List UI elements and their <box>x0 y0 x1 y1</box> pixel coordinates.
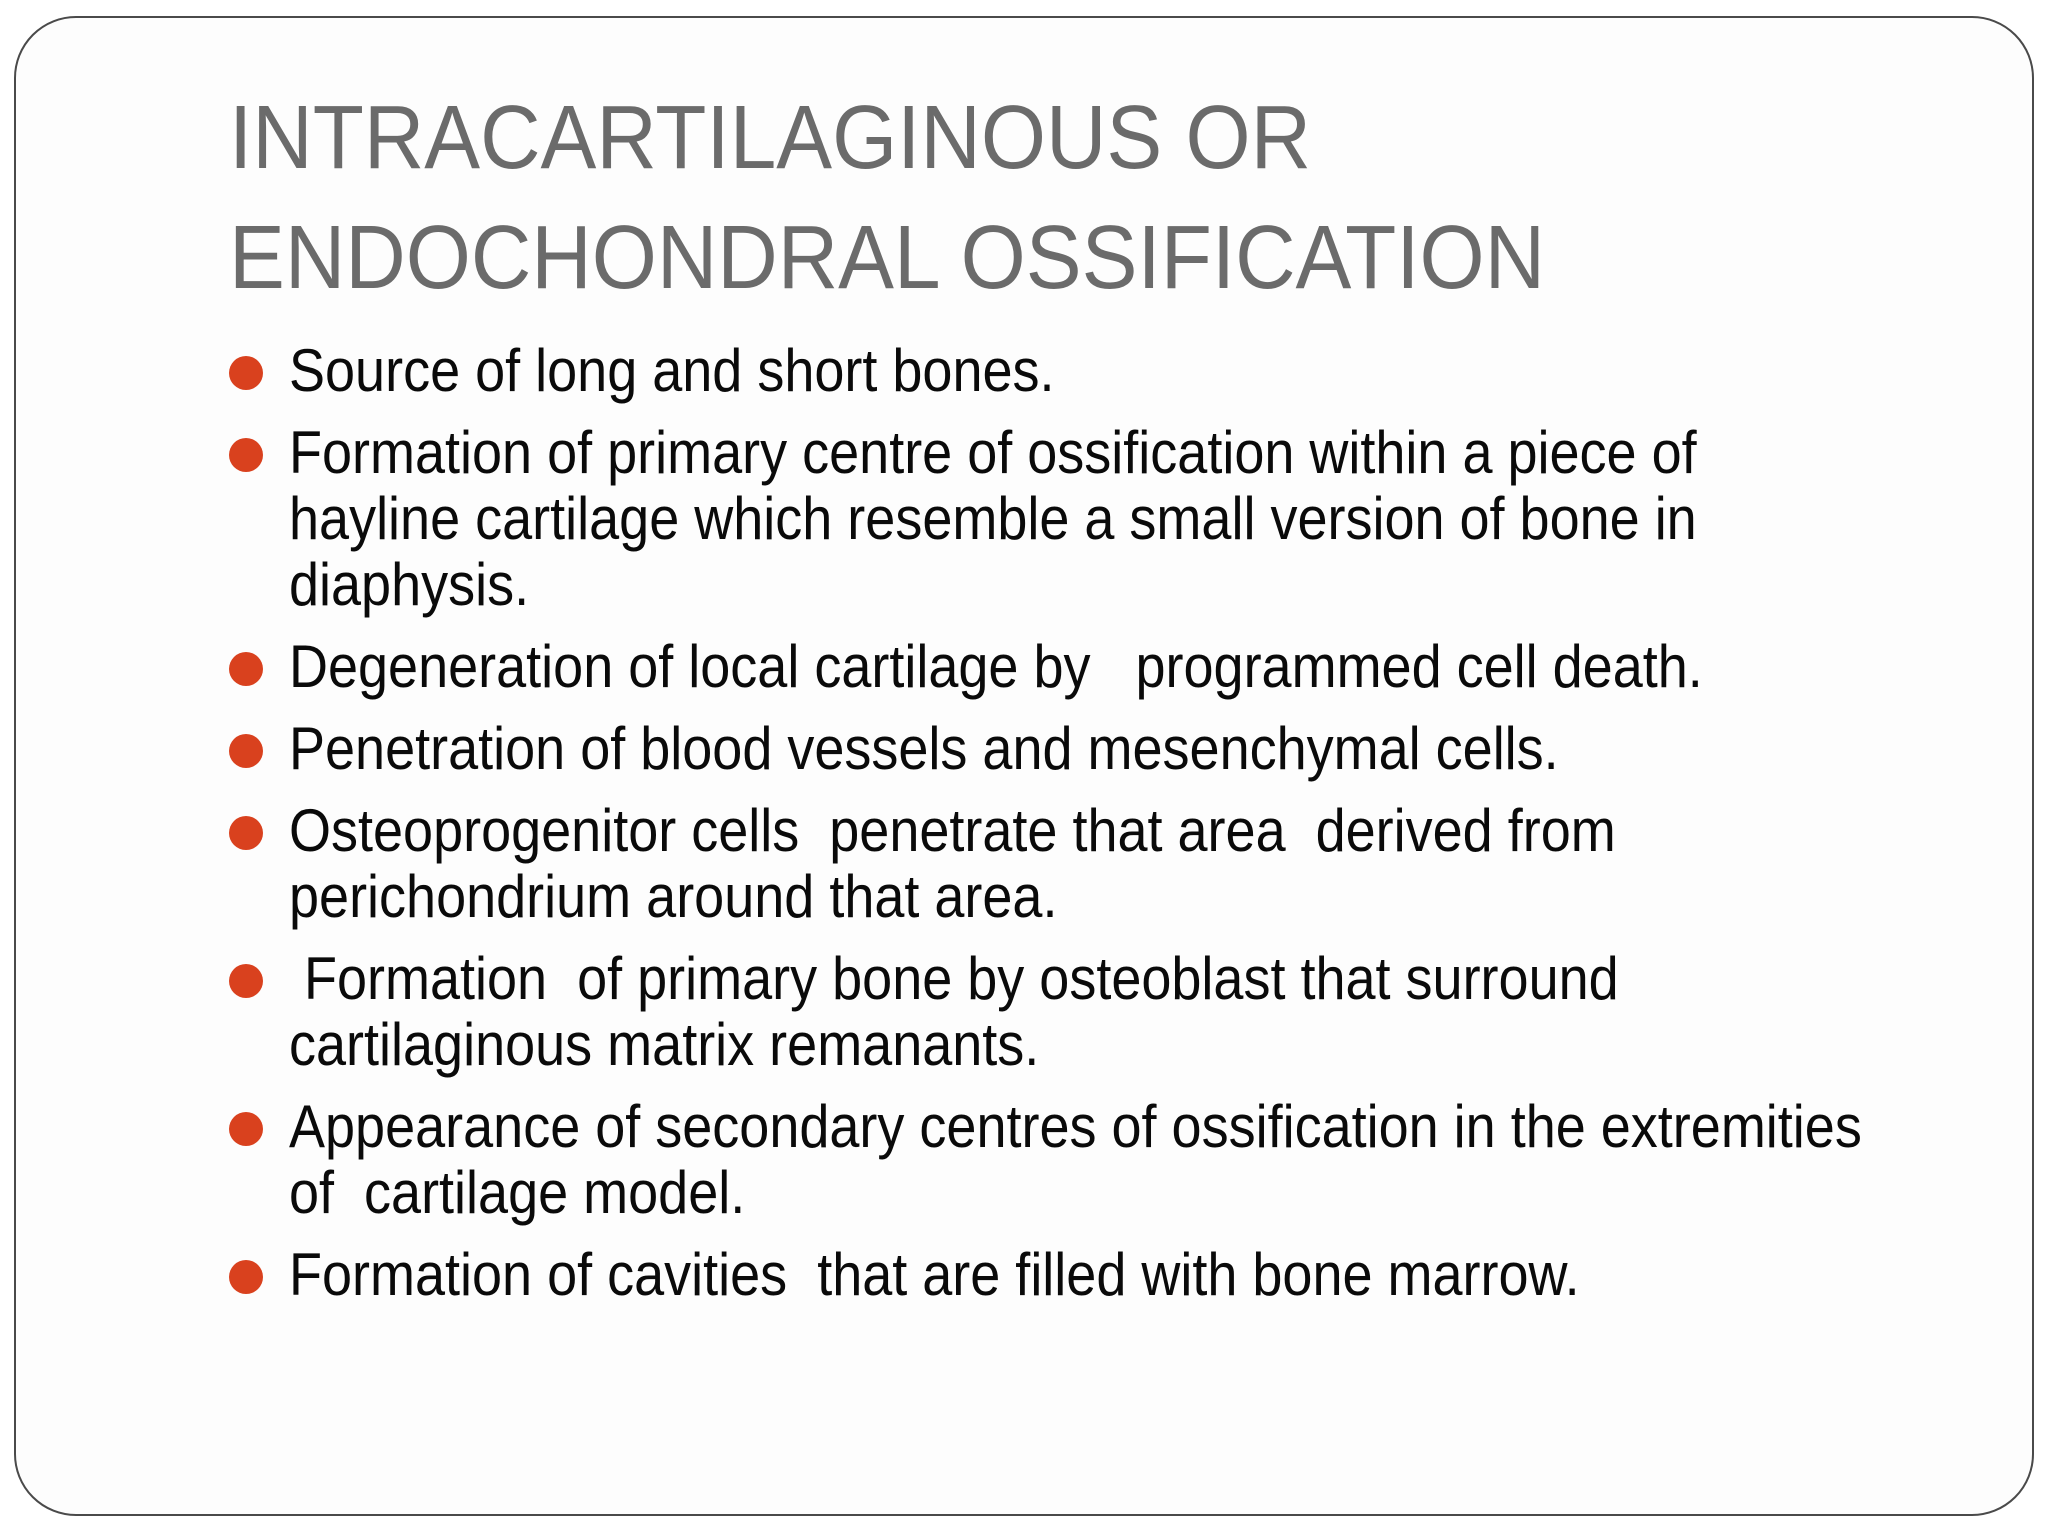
bullet-line: Appearance of secondary centres of ossification in the extremities <box>289 1093 1862 1160</box>
slide-title-line-2: ENDOCHONDRAL OSSIFICATION <box>229 208 1546 308</box>
bullet-dot-icon <box>229 964 263 998</box>
slide-title-line-1: INTRACARTILAGINOUS OR <box>229 88 1312 188</box>
bullet-text <box>289 1242 2017 1308</box>
bullet-line: Degeneration of local cartilage by programmed cell death. <box>289 633 1703 700</box>
bullet-line: Source of long and short bones. <box>289 337 1055 404</box>
bullet-dot-icon <box>229 1112 263 1146</box>
bullet-line: hayline cartilage which resemble a small version of bone in <box>289 485 1697 552</box>
bullet-line: of cartilage model. <box>289 1159 746 1226</box>
bullet-line: Formation of primary centre of ossification within a piece of <box>289 419 1697 486</box>
bullet-item <box>229 1094 2009 1226</box>
bullet-dot-icon <box>229 438 263 472</box>
bullet-dot-icon <box>229 816 263 850</box>
bullet-line: perichondrium around that area. <box>289 863 1058 930</box>
bullet-text <box>289 338 2017 404</box>
bullet-item <box>229 420 2009 618</box>
bullet-item <box>229 634 2009 700</box>
bullet-dot-icon <box>229 356 263 390</box>
bullet-line: Formation of cavities that are filled with bone marrow. <box>289 1241 1580 1308</box>
slide-title <box>229 78 1545 318</box>
bullet-line: Penetration of blood vessels and mesenchymal cells. <box>289 715 1559 782</box>
bullet-text <box>289 420 2017 618</box>
bullet-line: diaphysis. <box>289 551 530 618</box>
bullet-line: cartilaginous matrix remanants. <box>289 1011 1040 1078</box>
bullet-text <box>289 1094 2017 1226</box>
bullet-line: Formation of primary bone by osteoblast that surround <box>289 945 1619 1012</box>
bullet-text <box>289 634 2017 700</box>
bullet-item <box>229 1242 2009 1308</box>
bullet-item <box>229 798 2009 930</box>
slide-frame <box>14 16 2034 1516</box>
bullet-dot-icon <box>229 652 263 686</box>
bullet-text <box>289 946 2017 1078</box>
bullet-text <box>289 798 2017 930</box>
bullet-text <box>289 716 2017 782</box>
bullet-dot-icon <box>229 1260 263 1294</box>
bullet-item <box>229 338 2009 404</box>
bullet-line: Osteoprogenitor cells penetrate that area derived from <box>289 797 1616 864</box>
bullet-list <box>229 338 2009 1324</box>
bullet-item <box>229 946 2009 1078</box>
bullet-dot-icon <box>229 734 263 768</box>
bullet-item <box>229 716 2009 782</box>
